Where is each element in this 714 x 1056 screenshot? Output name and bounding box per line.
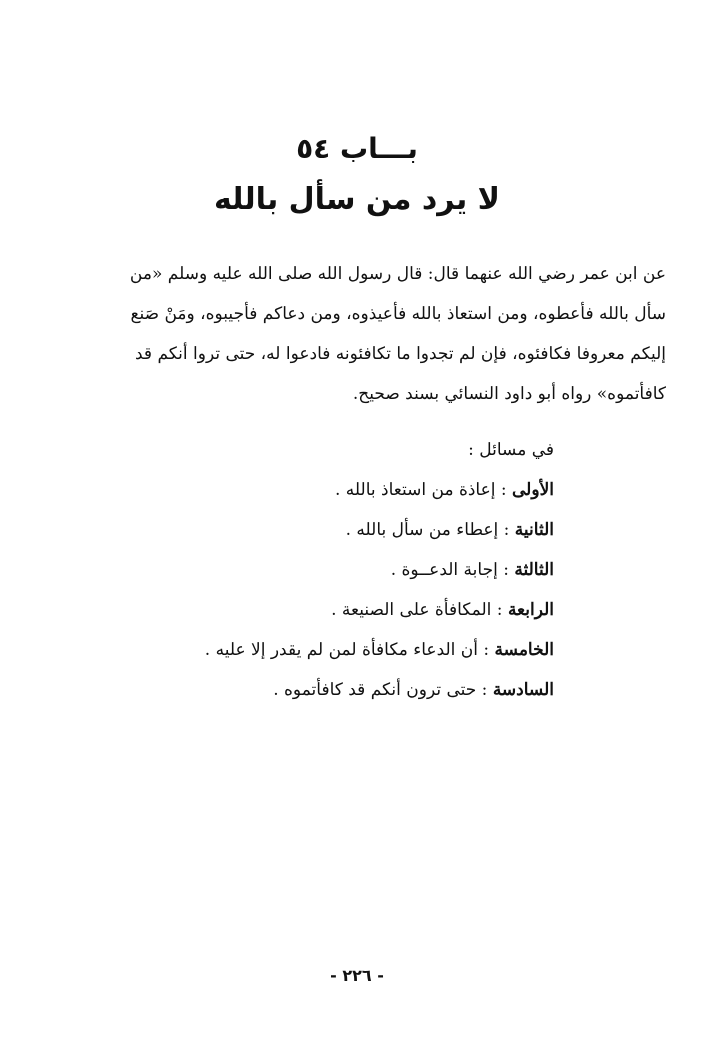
issue-ordinal: الخامسة xyxy=(494,640,554,660)
issue-text: : حتى ترون أنكم قد كافأتموه . xyxy=(273,680,488,700)
chapter-title: لا يرد من سأل بالله xyxy=(213,182,501,217)
issue-item xyxy=(54,550,554,590)
issue-ordinal: الثانية xyxy=(514,520,554,540)
hadith-line: إليكم معروفا فكافئوه، فإن لم تجدوا ما تكافئونه فادعوا له، حتى تروا أنكم قد xyxy=(135,344,666,364)
issue-item xyxy=(54,470,554,510)
issue-item xyxy=(54,630,554,670)
issue-ordinal: الثالثة xyxy=(514,560,554,580)
page-number: - ٢٢٦ - xyxy=(330,966,384,985)
issues-list xyxy=(54,430,554,710)
hadith-text xyxy=(48,254,666,414)
issue-ordinal: السادسة xyxy=(492,680,554,700)
issue-text: : إعاذة من استعاذ بالله . xyxy=(335,480,507,500)
issues-intro: في مسائل : xyxy=(468,440,554,460)
issue-text: : أن الدعاء مكافأة لمن لم يقدر إلا عليه . xyxy=(204,640,490,660)
issue-item xyxy=(54,590,554,630)
hadith-line: سأل بالله فأعطوه، ومن استعاذ بالله فأعيذوه، ومن دعاكم فأجيبوه، ومَنْ صَنع xyxy=(130,304,666,324)
issue-text: : إجابة الدعــوة . xyxy=(390,560,509,580)
issue-item xyxy=(54,670,554,710)
hadith-line: عن ابن عمر رضي الله عنهما قال: قال رسول الله صلى الله عليه وسلم «من xyxy=(129,264,666,284)
hadith-line: كافأتموه» رواه أبو داود النسائي بسند صحيح. xyxy=(352,384,666,404)
issue-text: : إعطاء من سأل بالله . xyxy=(345,520,510,540)
issue-text: : المكافأة على الصنيعة . xyxy=(331,600,503,620)
issue-ordinal: الرابعة xyxy=(507,600,554,620)
issue-item xyxy=(54,510,554,550)
chapter-number: بـــاب ٥٤ xyxy=(296,132,418,165)
issue-ordinal: الأولى xyxy=(512,480,554,500)
